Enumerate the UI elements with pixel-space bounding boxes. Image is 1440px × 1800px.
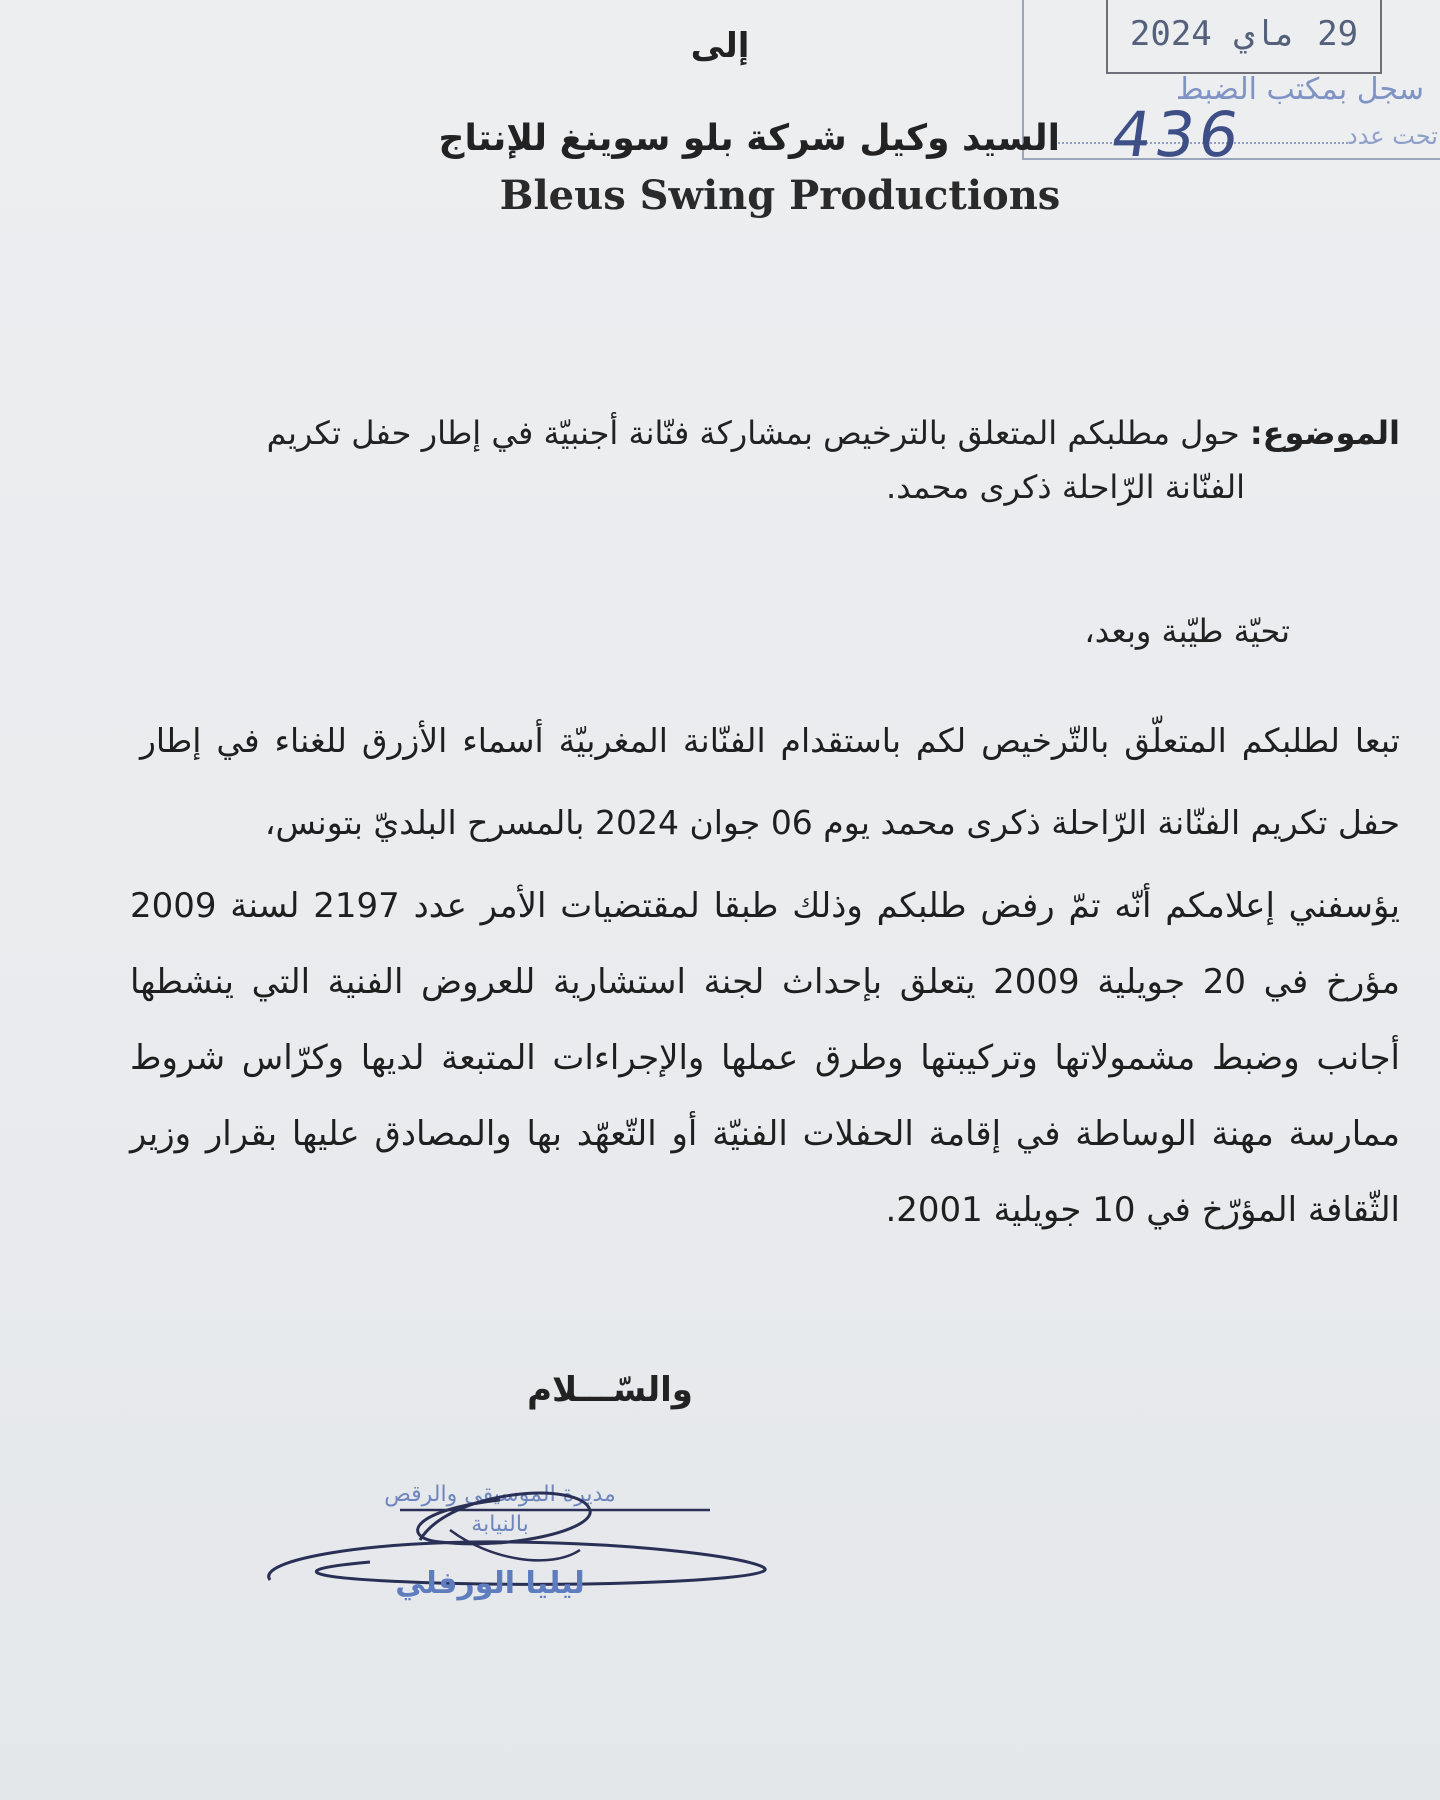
- subject-text-line2: الفنّانة الرّاحلة ذكرى محمد.: [886, 468, 1245, 506]
- body-paragraph-1: تبعا لطلبكم المتعلّق بالتّرخيص لكم باستقدام الفنّانة المغربيّة أسماء الأزرق للغناء في إطار حفل تكريم الفنّانة الرّاحلة ذكرى محمد يوم 06 جوان 2024 بالمسرح البلديّ بتونس،: [140, 721, 1400, 842]
- subject-label: الموضوع:: [1249, 414, 1400, 452]
- signatory-title-line2: بالنيابة: [471, 1512, 529, 1537]
- subject-text-line1: حول مطلبكم المتعلق بالترخيص بمشاركة فنّانة أجنبيّة في إطار حفل تكريم: [266, 414, 1240, 452]
- stamp-date: [1106, 0, 1382, 74]
- stamp-day: 29: [1317, 14, 1359, 54]
- greeting: تحيّة طيّبة وبعد،: [1084, 612, 1290, 650]
- stamp-year: 2024: [1129, 14, 1212, 54]
- recipient-arabic: السيد وكيل شركة بلو سوينغ للإنتاج: [438, 118, 1060, 159]
- stamp-month: ماي: [1233, 14, 1296, 54]
- stamp-handwritten-number: 436: [1106, 98, 1248, 171]
- stamp-registry-label: سجل بمكتب الضبط: [1175, 72, 1424, 107]
- registry-stamp: [1022, 0, 1440, 171]
- signatory-title-line1: مديرة الموسيقى والرقص: [384, 1482, 616, 1507]
- addressee-prefix: إلى: [690, 26, 750, 66]
- stamp-number-label: تحت عدد: [1347, 122, 1438, 150]
- closing-salutation: والسّـــلام: [527, 1370, 693, 1410]
- subject-block: [180, 406, 1400, 514]
- recipient-english: Bleus Swing Productions: [499, 172, 1061, 219]
- body-paragraph-2: يؤسفني إعلامكم أنّه تمّ رفض طلبكم وذلك طبقا لمقتضيات الأمر عدد 2197 لسنة 2009 مؤرخ في 20 جويلية 2009 يتعلق بإحداث لجنة استشارية للعروض الفنية التي ينشطها أجانب وضبط مشمولاتها وتركيبتها وطرق عملها والإجراءات المتبعة لديها وكرّاس شروط ممارسة مهنة الوساطة في إقامة الحفلات الفنيّة أو التّعهّد بها والمصادق عليها بقرار وزير الثّقافة المؤرّخ في 10 جويلية 2001.: [130, 886, 1401, 1230]
- signatory-name: ليليا الورفلي: [395, 1566, 585, 1601]
